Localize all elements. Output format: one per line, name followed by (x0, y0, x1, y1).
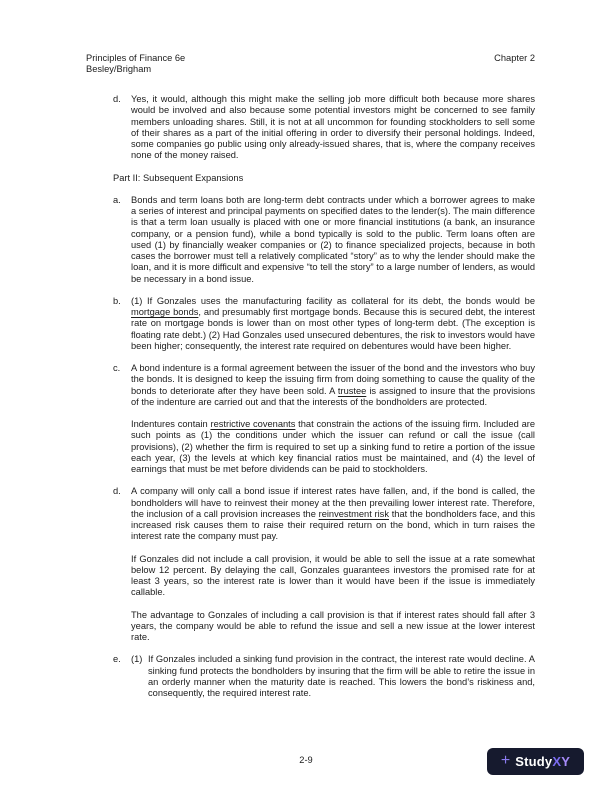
paragraph-text: A bond indenture is a formal agreement between the issuer of the bond and the investors who buy the bonds. It is designed to keep the issuing firm from doing something to cause the quality of the bonds to deteriorate after they have been sold. A (131, 363, 535, 396)
list-item-d (113, 486, 535, 643)
book-title: Principles of Finance 6e (86, 53, 186, 63)
paragraph-text: that the bondholders face, and this increased risk causes them to raise their required return on the bond, which in turn raises the interest rate the company must pay. (131, 508, 535, 542)
logo-wordmark (515, 755, 570, 768)
list-item-label: b. (113, 295, 121, 306)
underlined-term: mortgage bonds (131, 307, 199, 317)
list-item-c (113, 363, 535, 475)
paragraph-text: Indentures contain (131, 419, 211, 429)
sub-item-number: (1) (131, 654, 143, 665)
page-number: 2-9 (299, 755, 313, 765)
underlined-term: trustee (337, 385, 367, 396)
paragraph (131, 363, 535, 408)
book-authors: Besley/Brigham (86, 64, 152, 75)
page-header (86, 53, 535, 76)
paragraph-text: If Gonzales included a sinking fund provision in the contract, the interest rate would decline. A sinking fund protects the bondholders by insuring that the firm will be able to retire the issue in an orderly manner when the maturity date is reached. This lowers the bond’s riskiness and, consequently, the required interest rate. (148, 654, 535, 698)
paragraph-text: , and presumably first mortgage bonds. Because this is secured debt, the interest rate on mortgage bonds is lower than on most other types of long-term debt. (The exception is floating rate debt.) (2) Had Gonzales used unsecured debentures, the risk to investors would have been higher; consequently, the interest rate required on debentures would have been higher. (131, 307, 535, 351)
paragraph (148, 654, 535, 699)
underlined-term: reinvestment risk (318, 508, 389, 519)
list-item-a (113, 195, 535, 285)
paragraph-text: The advantage to Gonzales of including a call provision is that if interest rates should fall after 3 years, the company would be able to refund the issue and sell a new issue at the lower interest rate. (131, 609, 535, 642)
paragraph-text: A company will only call a bond issue if interest rates have fallen, and, if the bond is called, the bondholders will have to reinvest their money at the then prevailing lower interest rate. Therefore, the inclusion of a call provision increases the (131, 486, 535, 519)
page-content (113, 94, 535, 710)
paragraph-text: is assigned to insure that the provisions of the indenture are carried out and that the interests of the bondholders are protected. (131, 385, 536, 407)
list-item-intro-d (113, 94, 535, 162)
studyxy-logo (487, 748, 584, 775)
paragraph (131, 94, 535, 162)
paragraph (131, 486, 535, 542)
paragraph-text: that constrain the actions of the issuing firm. Included are such points as (1) the conditions under which the issuer can refund or call the issue (call provisions), (2) whether the firm is required to set up a sinking fund to retire a portion of the issue each year, (3) the levels at which key financial ratios must be maintained, and (4) the level of earnings that must be met before dividends can be paid to stockholders. (131, 419, 536, 474)
paragraph (131, 610, 535, 644)
chapter-label: Chapter 2 (494, 53, 535, 63)
part-heading: Part II: Subsequent Expansions (113, 172, 244, 183)
list-item-label: a. (113, 194, 121, 205)
paragraph-text: Bonds and term loans both are long-term debt contracts under which a borrower agrees to make a series of interest and principal payments on specified dates to the lender(s). The main difference is that a term loan usually is placed with one or more financial institutions (a bank, an insurance company, or a pension fund), while a bond typically is sold to the public. Term loans often are used (1) by financially weaker companies or (2) to finance specialized projects, because in both cases the borrower must tell a relatively complicated “story” as to why the lender should make the loan, and it is more difficult and expensive “to tell the story” to a large number of lenders, as would be necessary in a bond issue. (131, 194, 535, 284)
paragraph-text: Yes, it would, although this might make the selling job more difficult both because more shares would be involved and also because some potential investors might be concerned to see family members unloading shares. Still, it is not at all uncommon for founding stockholders to sell some of their shares as a part of the initial offering in order to diversify their personal holdings. Indeed, some companies go public using only already-issued shares, that is, where the company receives none of the money raised. (131, 94, 535, 161)
logo-text-y: Y (561, 754, 571, 769)
numbered-sub-item (131, 654, 535, 699)
paragraph (131, 419, 535, 475)
logo-text-study: Study (515, 754, 553, 769)
list-item-e (113, 654, 535, 699)
list-item-b (113, 296, 535, 352)
list-item-label: d. (113, 94, 121, 104)
paragraph (131, 554, 535, 599)
header-left (86, 53, 185, 76)
paragraph (131, 195, 535, 285)
paragraph-text: (1) If Gonzales uses the manufacturing facility as collateral for its debt, the bonds would be (131, 295, 535, 306)
list-item-label: e. (113, 654, 121, 665)
list-item-label: d. (113, 486, 121, 497)
paragraph (131, 296, 535, 352)
underlined-term: restrictive covenants (210, 419, 296, 429)
logo-text-x: X (552, 754, 562, 769)
plus-icon: + (500, 751, 511, 769)
list-item-label: c. (113, 363, 121, 373)
paragraph-text: If Gonzales did not include a call provision, it would be able to sell the issue at a rate somewhat below 12 percent. By delaying the call, Gonzales guarantees investors the promised rate for at least 3 years, so the interest rate is lower than it would have been if the issue is immediately callable. (131, 553, 535, 598)
